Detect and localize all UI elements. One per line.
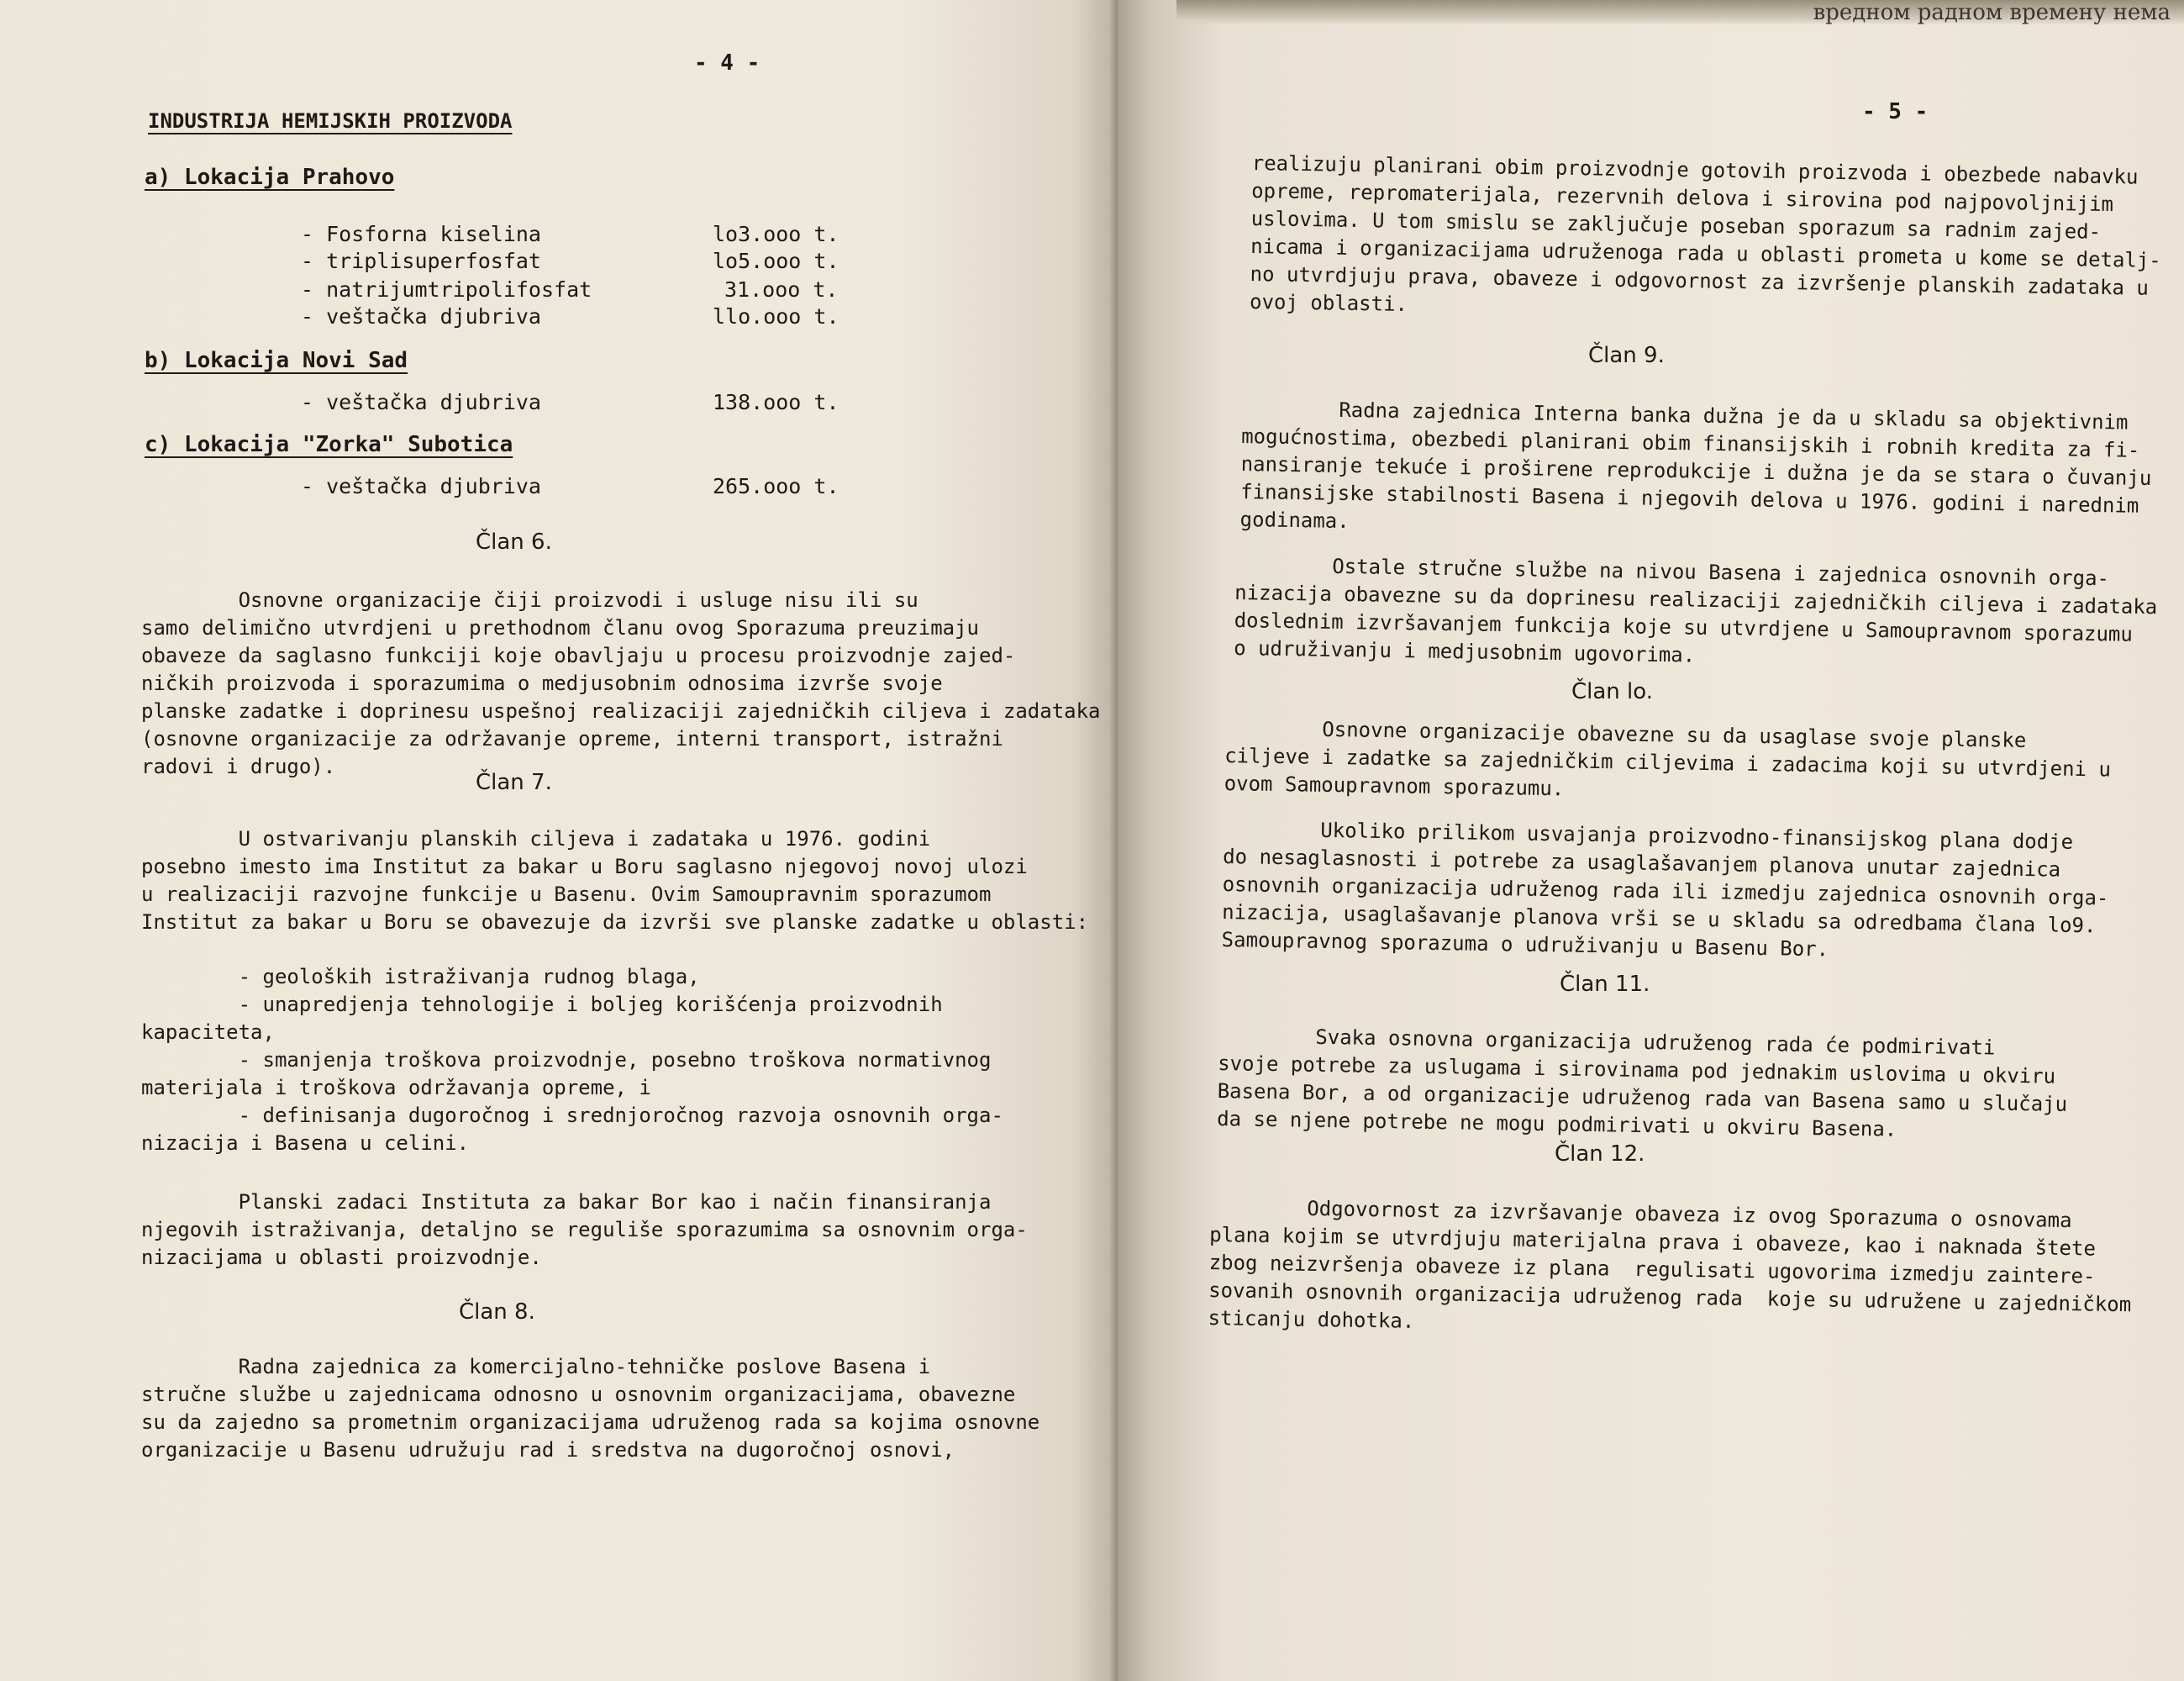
item-amount: lo5.ooo t. (713, 249, 839, 273)
article-10-text-2: Ukoliko prilikom usvajanja proizvodno-finansijskog plana dodje do nesaglasnosti i potrebe za usaglašavanjem planova unutar zajednica osnovnih organizacija udruženog rada ili izmedju zajednica osnovnih orga- nizacija, usaglašavanje planova vrši se u skladu sa odredbama člana lo9. Samoupravnog sporazuma o udruživanju u Basenu Bor. (1221, 816, 2109, 962)
page-number: - 5 - (1862, 99, 1929, 124)
section-heading: INDUSTRIJA HEMIJSKIH PROIZVODA (148, 109, 513, 133)
article-10-text: Osnovne organizacije obavezne su da usaglase svoje planske ciljeve i zadatke sa zajedničkim ciljevima i zadacima koji su utvrdjeni u ovom Samoupravnom sporazumu. (1224, 715, 2112, 801)
item-amount: lo3.ooo t. (713, 222, 839, 246)
top-strip-text: вредном радном времену нема (1813, 0, 2171, 25)
article-9-text: Radna zajednica Interna banka dužna je da u skladu sa objektivnim mogućnostima, obezbedi planirani obim finansijskih i robnih kredita za fi- nansiranje tekuće i proširene reprodukcije i dužna je da se stara o čuvanju finansijske stabilnosti Basena i njegovih delova u 1976. godini i narednim godinama. (1239, 396, 2152, 534)
article-7-text-2: Planski zadaci Instituta za bakar Bor kao i način finansiranja njegovih istraživanja, detaljno se reguliše sporazumima sa osnovnim orga- nizacijama u oblasti proizvodnje. (141, 1190, 1028, 1269)
article-11-title: Član 11. (1560, 972, 1650, 997)
item-name: - natrijumtripolifosfat (301, 277, 592, 302)
item-name: - veštačka djubriva (301, 390, 541, 414)
top-paper-strip (1176, 0, 2184, 25)
item-amount: 265.ooo t. (713, 474, 839, 498)
article-7-list: - geoloških istraživanja rudnog blaga, - unapredjenja tehnologije i boljeg korišćenja proizvodnih kapaciteta, - smanjenja troškova proizvodnje, posebno troškova normativnog materijala i troškova održavanja opreme, i - definisanja dugoročnog i srednjoročnog razvoja osnovnih orga- nizacija i Basena u celini. (141, 965, 1003, 1155)
article-12-text: Odgovornost za izvršavanje obaveza iz ovog Sporazuma o osnovama plana kojim se utvrdjuju materijalna prava i obaveze, kao i naknada štete zbog neizvršenja obaveze iz plana regulisati ugovorima izmedju zaintere- sovanih osnovnih organizacija udruženog rada koje su udružene u zajedničkom sticanju dohotka. (1208, 1194, 2132, 1333)
right-page (1118, 0, 2184, 1681)
article-6-text: Osnovne organizacije čiji proizvodi i usluge nisu ili su samo delimično utvrdjeni u prethodnom članu ovog Sporazuma preuzimaju obaveze da saglasno funkciji koje obavljaju u procesu proizvodnje zajed- ničkih proizvoda i sporazumima o medjusobnim odnosima izvrše svoje planske zadatke i doprinesu uspešnoj realizaciji zajedničkih ciljeva i zadataka (osnovne organizacije za održavanje opreme, interni transport, istražni radovi i drugo). (141, 588, 1101, 778)
article-6-title: Član 6. (476, 530, 552, 555)
article-9-text-2: Ostale stručne službe na nivou Basena i zajednica osnovnih orga- nizacija obavezne su da doprinesu realizaciji zajedničkih ciljeva i zadataka doslednim izvršavanjem funkcija koje su utvrdjene u Samoupravnom sporazumu o udruživanju i medjusobnim ugovorima. (1233, 552, 2158, 667)
article-9-title: Član 9. (1588, 343, 1665, 368)
article-7-text: U ostvarivanju planskih ciljeva i zadataka u 1976. godini posebno imesto ima Institut za bakar u Boru saglasno njegovoj novoj ulozi u realizaciji razvojne funkcije u Basenu. Ovim Samoupravnim sporazumom Institut za bakar u Boru se obavezuje da izvrši sve planske zadatke u oblasti: (141, 827, 1089, 934)
article-8-text: Radna zajednica za komercijalno-tehničke poslove Basena i stručne službe u zajednicama odnosno u osnovnim organizacijama, obavezne su da zajedno sa prometnim organizacijama udruženog rada sa kojima osnovne organizacije u Basenu udružuju rad i sredstva na dugoročnoj osnovi, (141, 1355, 1040, 1462)
item-amount: llo.ooo t. (713, 304, 839, 329)
item-name: - veštačka djubriva (301, 474, 541, 498)
article-10-title: Član lo. (1571, 679, 1653, 704)
article-7-title: Član 7. (476, 770, 552, 795)
item-name: - triplisuperfosfat (301, 249, 541, 273)
article-12-title: Član 12. (1555, 1141, 1645, 1167)
item-name: - Fosforna kiselina (301, 222, 541, 246)
item-name: - veštačka djubriva (301, 304, 541, 329)
article-8-title: Član 8. (459, 1299, 535, 1325)
item-amount: 31.ooo t. (724, 277, 839, 302)
item-amount: 138.ooo t. (713, 390, 839, 414)
location-novi-sad: b) Lokacija Novi Sad (145, 348, 408, 373)
location-prahovo: a) Lokacija Prahovo (145, 165, 395, 190)
location-zorka-subotica: c) Lokacija "Zorka" Subotica (145, 432, 513, 457)
page-number: - 4 - (694, 50, 760, 76)
article-8-continuation: realizuju planirani obim proizvodnje gotovih proizvoda i obezbede nabavku opreme, repromaterijala, rezervnih delova i sirovina pod najpovoljnijim uslovima. U tom smislu se zaključuje poseban sporazum sa radnim zajed- nicama i organizacijama udruženoga rada u oblasti prometa u kome se detalj- no utvrdjuju prava, obaveze i odgovornost za izvršenje planskih zadataka u ovoj oblasti. (1249, 150, 2161, 316)
article-11-text: Svaka osnovna organizacija udruženog rada će podmirivati svoje potrebe za uslugama i sirovinama pod jednakim uslovima u okviru Basena Bor, a od organizacije udruženog rada van Basena samo u slučaju da se njene potrebe ne mogu podmirivati u okviru Basena. (1216, 1023, 2068, 1141)
